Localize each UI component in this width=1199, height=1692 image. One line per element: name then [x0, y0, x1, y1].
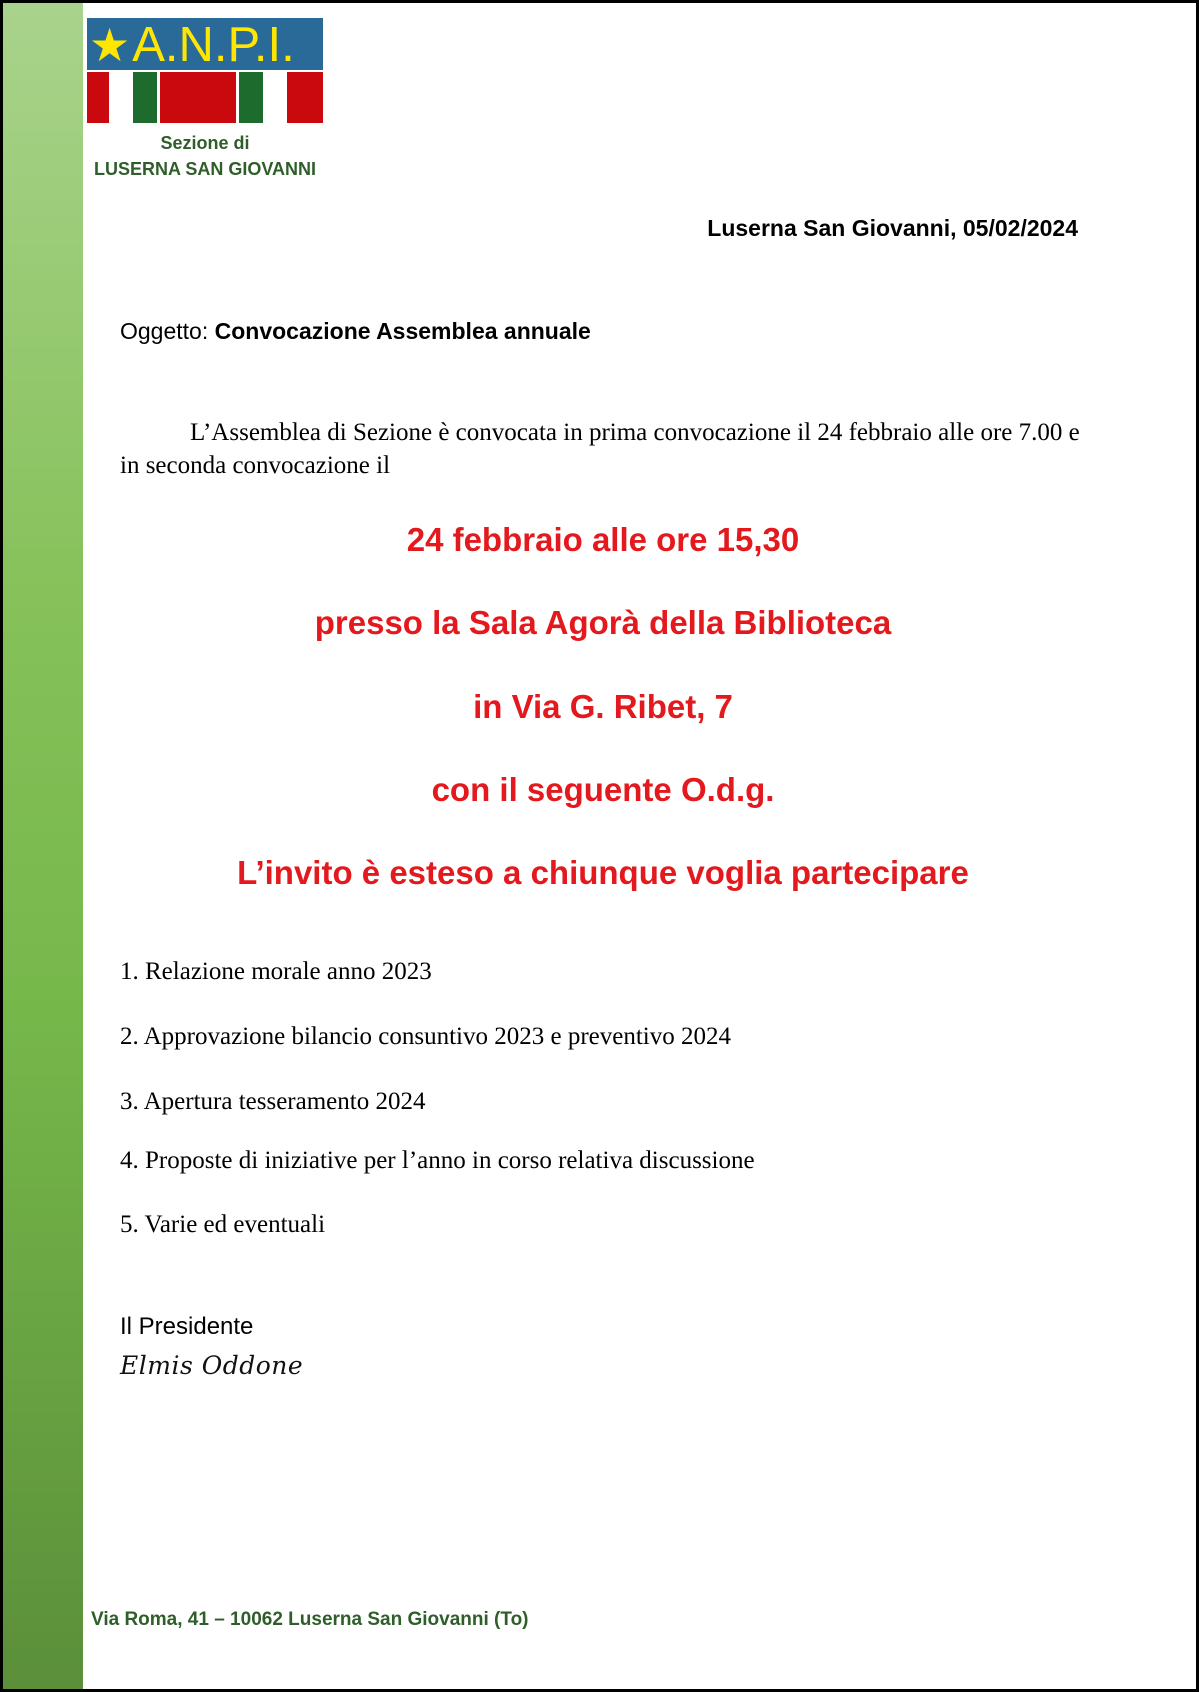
- subject-text: Convocazione Assemblea annuale: [214, 318, 591, 344]
- subject-line: [120, 318, 591, 345]
- subject-label: Oggetto:: [120, 318, 209, 344]
- agenda-item: 5. Varie ed eventuali: [120, 1211, 326, 1238]
- highlight-invitation: L’invito è esteso a chiunque voglia partecipare: [237, 854, 969, 891]
- date-line: Luserna San Giovanni, 05/02/2024: [707, 215, 1078, 241]
- president-signature: Elmis Oddone: [120, 1351, 304, 1380]
- footer-address: Via Roma, 41 – 10062 Luserna San Giovanni (To): [91, 1609, 529, 1630]
- highlight-agenda-intro: con il seguente O.d.g.: [431, 771, 775, 808]
- logo-banner: [87, 18, 323, 70]
- highlight-date: 24 febbraio alle ore 15,30: [406, 521, 800, 558]
- agenda-item: 2. Approvazione bilancio consuntivo 2023 e preventivo 2024: [120, 1023, 731, 1050]
- green-side-band: [3, 3, 83, 1689]
- agenda-item: 3. Apertura tesseramento 2024: [120, 1088, 426, 1115]
- president-label: Il Presidente: [120, 1313, 254, 1340]
- logo-text: A.N.P.I.: [132, 18, 295, 70]
- highlight-venue: presso la Sala Agorà della Biblioteca: [314, 604, 892, 641]
- star-icon: ★: [89, 19, 131, 70]
- agenda-item: 4. Proposte di iniziative per l’anno in corso relativa discussione: [120, 1147, 755, 1174]
- body-paragraph: L’Assemblea di Sezione è convocata in prima convocazione il 24 febbraio alle ore 7.00 e in seconda convocazione il: [120, 419, 1080, 479]
- flag-stripes: [87, 72, 323, 123]
- section-label-line1: Sezione di: [160, 133, 250, 153]
- section-label-line2: LUSERNA SAN GIOVANNI: [93, 159, 316, 179]
- highlight-address: in Via G. Ribet, 7: [473, 688, 733, 725]
- agenda-item: 1. Relazione morale anno 2023: [120, 958, 432, 985]
- anpi-logo: [87, 18, 323, 123]
